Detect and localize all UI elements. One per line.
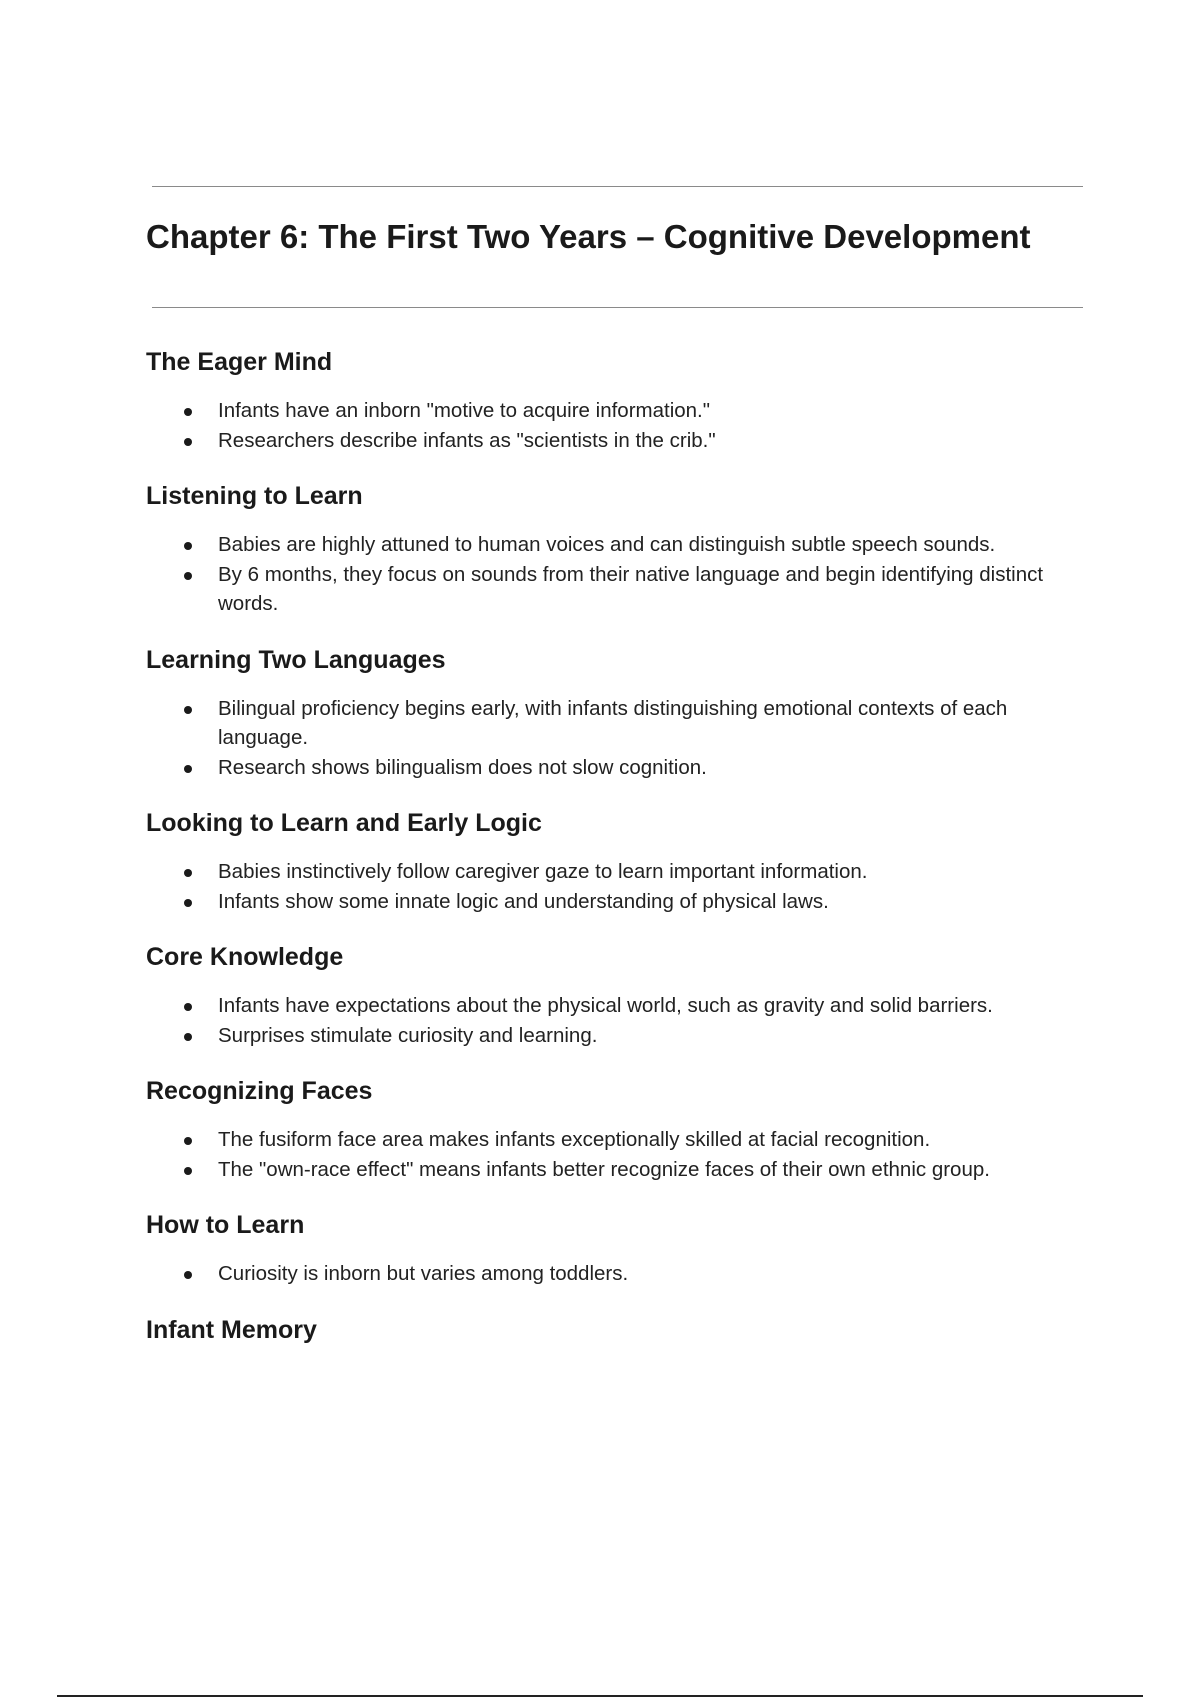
section-recognizing-faces (146, 1074, 1086, 1184)
list-item-text: By 6 months, they focus on sounds from their native language and begin identifying distinct words. (218, 562, 1044, 615)
section-listening-to-learn (146, 479, 1086, 619)
bullet-icon (184, 1033, 192, 1041)
section-core-knowledge (146, 940, 1086, 1050)
bullet-icon (184, 706, 192, 714)
bullet-list (146, 1125, 1086, 1184)
list-item (146, 530, 1086, 560)
list-item (146, 396, 1086, 426)
section-eager-mind (146, 345, 1086, 455)
list-item-text: Infants have expectations about the physical world, such as gravity and solid barriers. (218, 994, 993, 1017)
list-item-text: Curiosity is inborn but varies among toddlers. (218, 1262, 629, 1285)
bullet-list (146, 396, 1086, 455)
section-heading: Recognizing Faces (146, 1077, 373, 1105)
list-item-text: Infants have an inborn "motive to acquire information." (218, 399, 711, 422)
section-heading: Learning Two Languages (146, 645, 446, 674)
section-heading: Infant Memory (146, 1315, 317, 1344)
list-item (146, 857, 1086, 887)
bullet-icon (184, 1271, 192, 1279)
bullet-icon (184, 438, 192, 446)
title-divider (152, 307, 1083, 308)
list-item (146, 1125, 1086, 1155)
section-infant-memory (146, 1313, 1086, 1347)
list-item (146, 887, 1086, 917)
list-item (146, 753, 1086, 783)
bullet-list (146, 857, 1086, 916)
list-item (146, 991, 1086, 1021)
list-item-text: Researchers describe infants as "scientists in the crib." (218, 428, 716, 452)
top-divider (152, 186, 1083, 187)
page-bottom-border (57, 1695, 1143, 1697)
list-item (146, 1021, 1086, 1051)
list-item-text: The fusiform face area makes infants exceptionally skilled at facial recognition. (218, 1128, 931, 1151)
list-item-text: Babies instinctively follow caregiver gaze to learn important information. (218, 860, 868, 883)
list-item (146, 426, 1086, 456)
list-item-text: Infants show some innate logic and understanding of physical laws. (218, 889, 829, 913)
section-heading: How to Learn (146, 1211, 305, 1239)
bullet-icon (184, 1167, 192, 1175)
bullet-list (146, 991, 1086, 1050)
list-item (146, 560, 1086, 619)
list-item (146, 1259, 1086, 1289)
list-item-text: Bilingual proficiency begins early, with infants distinguishing emotional contexts of each language. (218, 696, 1008, 749)
bullet-icon (184, 869, 192, 877)
bullet-list (146, 1259, 1086, 1289)
section-heading: Core Knowledge (146, 943, 344, 971)
bullet-icon (184, 765, 192, 773)
list-item-text: Research shows bilingualism does not slow cognition. (218, 755, 707, 779)
list-item (146, 694, 1086, 753)
bullet-icon (184, 1003, 192, 1011)
list-item (146, 1155, 1086, 1185)
bullet-icon (184, 542, 192, 550)
list-item-text: The "own-race effect" means infants better recognize faces of their own ethnic group. (218, 1157, 990, 1181)
section-heading: Looking to Learn and Early Logic (146, 809, 542, 837)
chapter-content (146, 345, 1086, 1347)
bullet-icon (184, 1137, 192, 1145)
bullet-list (146, 530, 1086, 619)
bullet-list (146, 694, 1086, 783)
section-learning-two-languages (146, 643, 1086, 783)
section-heading: Listening to Learn (146, 482, 363, 510)
section-how-to-learn (146, 1208, 1086, 1289)
list-item-text: Babies are highly attuned to human voices and can distinguish subtle speech sounds. (218, 533, 996, 556)
section-heading: The Eager Mind (146, 348, 333, 376)
section-looking-to-learn (146, 806, 1086, 916)
chapter-title: Chapter 6: The First Two Years – Cognitive Development (146, 218, 1031, 255)
bullet-icon (184, 572, 192, 580)
bullet-icon (184, 408, 192, 416)
bullet-icon (184, 899, 192, 907)
list-item-text: Surprises stimulate curiosity and learning. (218, 1023, 598, 1047)
